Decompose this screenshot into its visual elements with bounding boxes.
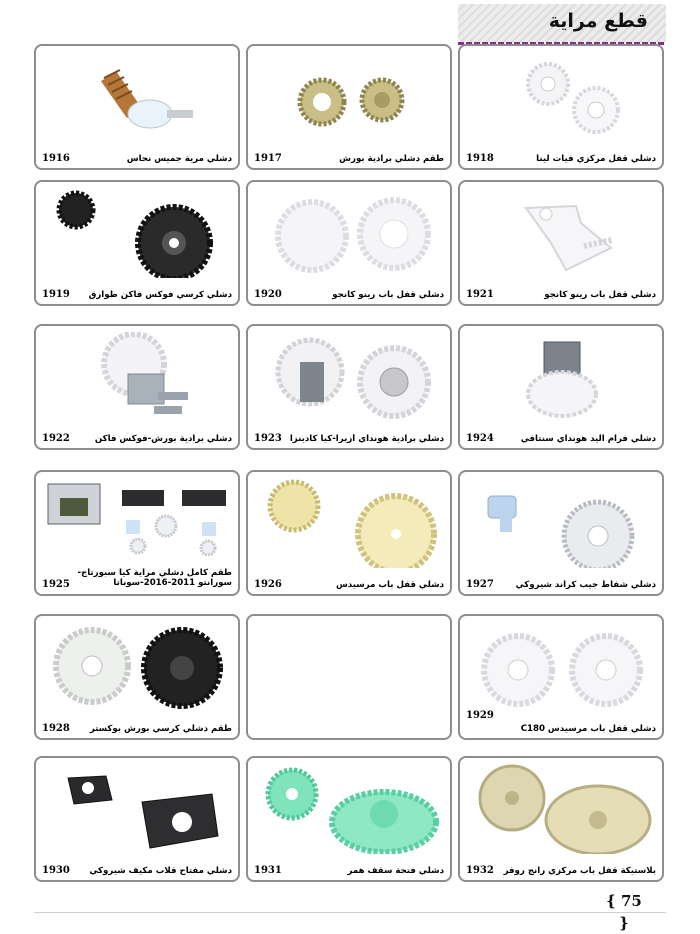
yellow-gear-image xyxy=(254,478,444,568)
plastic-lock-part-image xyxy=(466,764,656,854)
blower-gear-image xyxy=(466,478,656,568)
item-caption: دشلي قفل باب رينو كانجو xyxy=(544,290,656,300)
item-code: 1931 xyxy=(254,865,282,876)
worm-gear-image xyxy=(42,52,232,142)
product-card-1929[interactable] xyxy=(458,614,664,740)
item-code: 1916 xyxy=(42,153,70,164)
product-card-1917[interactable] xyxy=(246,44,452,170)
ac-switch-gear-image xyxy=(42,764,232,854)
product-card-1925[interactable] xyxy=(34,470,240,596)
product-card-1919[interactable] xyxy=(34,180,240,306)
item-code: 1922 xyxy=(42,433,70,444)
product-card-1930[interactable] xyxy=(34,756,240,882)
page-title: قطع مراية xyxy=(548,10,648,32)
product-card-1918[interactable] xyxy=(458,44,664,170)
mirror-gear-kit-image xyxy=(42,478,232,556)
item-code: 1930 xyxy=(42,865,70,876)
item-caption: دشلي شفاط جيب كراند شيروكي xyxy=(515,580,656,590)
black-gear-image xyxy=(42,188,232,278)
item-code: 1932 xyxy=(466,865,494,876)
bottom-divider xyxy=(34,912,666,913)
seat-gear-set-image xyxy=(42,622,232,712)
product-card-1922[interactable] xyxy=(34,324,240,450)
item-caption: دشلي قفل باب مرسيدس xyxy=(335,580,444,590)
sector-gear-image xyxy=(466,188,656,278)
item-code: 1926 xyxy=(254,579,282,590)
item-caption: دشلي فرام اليد هونداي سنتافي xyxy=(520,434,656,444)
item-caption: دشلي برادية بورش-فوكس فاكن xyxy=(94,434,232,444)
item-code: 1919 xyxy=(42,289,70,300)
item-caption: دشلي برادية هونداي أزيرا-كيا كادينزا xyxy=(289,434,444,444)
item-code: 1921 xyxy=(466,289,494,300)
product-card-1932[interactable] xyxy=(458,756,664,882)
item-caption: طقم كامل دشلي مراية كيا سبورتاج- سورانتو 2011-2016-سوناتا xyxy=(77,568,232,588)
product-card-1928[interactable] xyxy=(34,614,240,740)
item-caption: طقم دشلي كرسي بورش بوكستر xyxy=(89,724,232,734)
product-card-1924[interactable] xyxy=(458,324,664,450)
item-code: 1928 xyxy=(42,723,70,734)
gear-shaft-image xyxy=(42,332,232,422)
white-gear-pair-image xyxy=(254,188,444,278)
item-caption: دشلي قفل مركزي فيات لينا xyxy=(536,154,656,164)
gear-set-image xyxy=(254,52,444,142)
item-code: 1918 xyxy=(466,153,494,164)
white-gear-image xyxy=(466,52,656,142)
product-card-1916[interactable] xyxy=(34,44,240,170)
item-caption: دشلي كرسي فوكس فاكن طوارق xyxy=(88,290,232,300)
product-card-1921[interactable] xyxy=(458,180,664,306)
item-code: 1923 xyxy=(254,433,282,444)
product-card-empty xyxy=(246,614,452,740)
item-caption: دشلي مفتاح قلاب مكيف شيروكي xyxy=(89,866,232,876)
item-caption: دشلي قفل باب مرسيدس C180 xyxy=(520,724,656,734)
product-card-1926[interactable] xyxy=(246,470,452,596)
page-number: { 75 } xyxy=(606,892,642,932)
product-card-1927[interactable] xyxy=(458,470,664,596)
item-caption: دشلي فتحة سقف همر xyxy=(347,866,444,876)
item-code: 1927 xyxy=(466,579,494,590)
item-code: 1929 xyxy=(466,710,494,721)
item-code: 1925 xyxy=(42,579,70,590)
gear-assembly-image xyxy=(254,332,444,422)
product-card-1920[interactable] xyxy=(246,180,452,306)
item-code: 1920 xyxy=(254,289,282,300)
green-gear-image xyxy=(254,764,444,854)
item-code: 1924 xyxy=(466,433,494,444)
item-caption: طقم دشلي برادية بورش xyxy=(339,154,444,164)
item-caption: بلاستيكة قفل باب مركزي رانج روفر xyxy=(503,866,656,876)
spoked-gear-image xyxy=(466,622,656,712)
item-code: 1917 xyxy=(254,153,282,164)
item-caption: دشلي مرية جميس نحاس xyxy=(126,154,232,164)
item-caption: دشلي قفل باب رينو كانجو xyxy=(332,290,444,300)
product-card-1931[interactable] xyxy=(246,756,452,882)
product-card-1923[interactable] xyxy=(246,324,452,450)
pinion-gear-image xyxy=(466,332,656,422)
